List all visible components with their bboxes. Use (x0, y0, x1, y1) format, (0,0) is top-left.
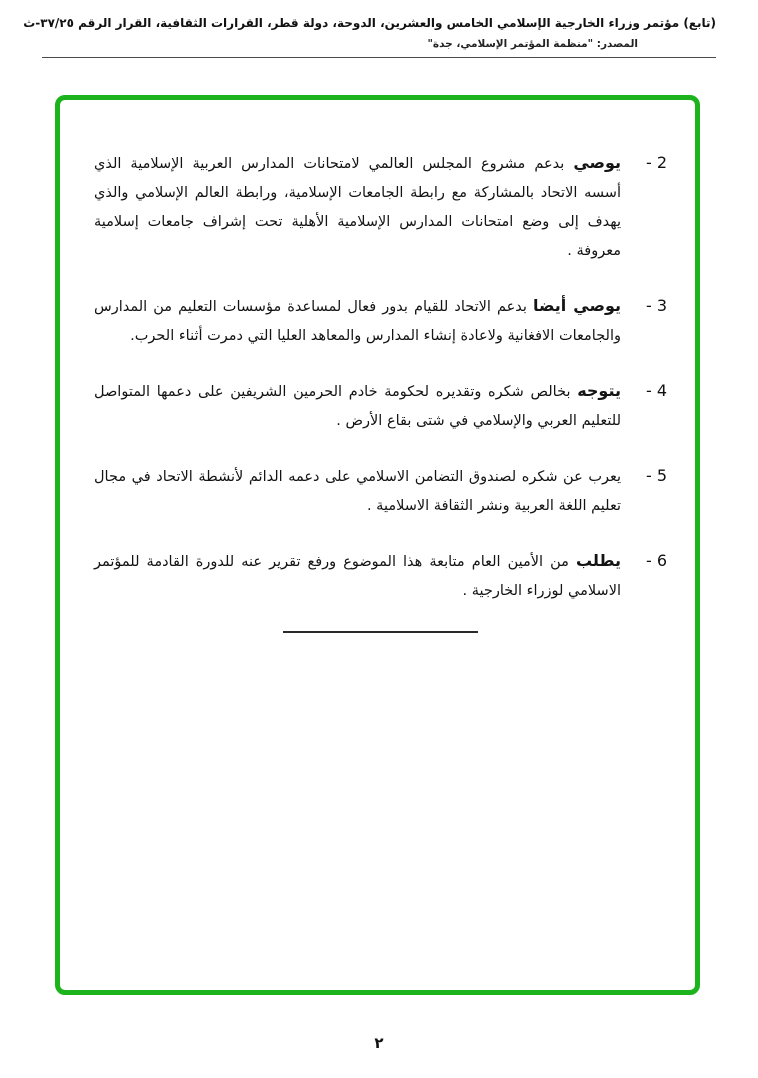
item-text (94, 148, 621, 266)
item-number: 4 - (645, 381, 667, 400)
header-title: (تابع) مؤتمر وزراء الخارجية الإسلامي الخامس والعشرين، الدوحة، دولة قطر، القرارات الثقافية، القرار الرقم ٣٧/٢٥-ث (23, 16, 716, 30)
item-text (94, 376, 621, 436)
resolution-item-5 (94, 461, 667, 521)
item-body: بدعم مشروع المجلس العالمي لامتحانات المدارس العربية الإسلامية الذي أسسه الاتحاد بالمشاركة مع رابطة الجامعات الإسلامية، ورابطة العالم الإسلامي والذي يهدف إلى وضع امتحانات المدارس الإسلامية الأهلية تحت إشراف جامعات إسلامية معروفة . (94, 156, 621, 259)
page-number: ٢ (374, 1034, 384, 1052)
item-lead: يطلب (575, 551, 621, 570)
item-text (94, 546, 621, 606)
resolution-item-3 (94, 291, 667, 351)
header-divider (42, 57, 716, 58)
resolution-item-4 (94, 376, 667, 436)
item-body: يعرب عن شكره لصندوق التضامن الاسلامي على دعمه الدائم لأنشطة الاتحاد في مجال تعليم اللغة العربية ونشر الثقافة الاسلامية . (94, 469, 621, 514)
item-body: بخالص شكره وتقديره لحكومة خادم الحرمين الشريفين على دعمها المتواصل للتعليم العربي والإسلامي في شتى بقاع الأرض . (94, 384, 621, 429)
item-number: 3 - (645, 296, 667, 315)
item-lead: يوصي (573, 153, 621, 172)
item-text (94, 291, 621, 351)
item-number: 6 - (645, 551, 667, 570)
resolution-box (55, 95, 700, 995)
item-lead: يتوجه (577, 381, 621, 400)
item-body: بدعم الاتحاد للقيام بدور فعال لمساعدة مؤسسات التعليم من المدارس والجامعات الافغانية ولاعادة إنشاء المدارس والمعاهد العليا التي دمرت أثناء الحرب. (94, 299, 621, 344)
item-number: 5 - (645, 466, 667, 485)
item-text (94, 461, 621, 521)
resolution-item-2 (94, 148, 667, 266)
resolution-item-6 (94, 546, 667, 606)
end-of-text-divider (283, 631, 478, 633)
document-header (0, 0, 758, 58)
item-body: من الأمين العام متابعة هذا الموضوع ورفع تقرير عنه للدورة القادمة للمؤتمر الاسلامي لوزراء الخارجية . (94, 554, 621, 599)
item-lead: يوصي أيضا (533, 296, 621, 315)
item-number: 2 - (645, 153, 667, 172)
resolution-items (94, 148, 667, 606)
header-source: المصدر: "منظمة المؤتمر الإسلامي، جدة" (427, 38, 638, 50)
